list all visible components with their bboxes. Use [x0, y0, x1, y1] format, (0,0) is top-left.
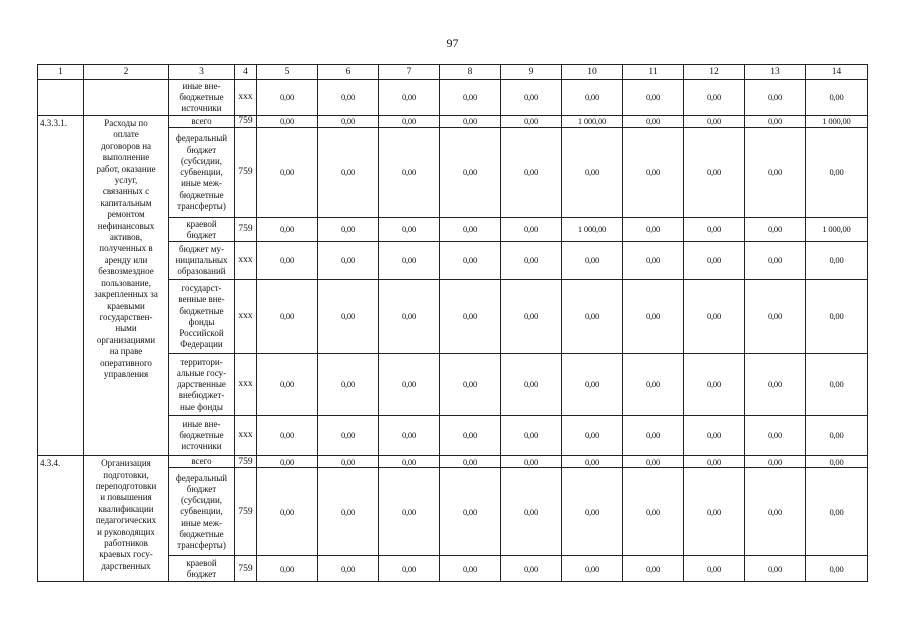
budget-code: 759	[235, 128, 257, 218]
value-cell: 0,00	[745, 116, 806, 128]
budget-code: xxx	[235, 280, 257, 354]
value-cell: 0,00	[806, 80, 868, 116]
value-cell: 0,00	[318, 218, 379, 242]
value-cell: 0,00	[623, 128, 684, 218]
value-cell: 0,00	[806, 468, 868, 556]
value-cell: 0,00	[379, 218, 440, 242]
budget-code: 759	[235, 218, 257, 242]
value-cell: 0,00	[623, 242, 684, 280]
value-cell: 0,00	[440, 128, 501, 218]
value-cell: 0,00	[379, 280, 440, 354]
value-cell: 0,00	[440, 218, 501, 242]
value-cell: 0,00	[379, 456, 440, 468]
header-cell: 1	[38, 65, 84, 80]
value-cell: 0,00	[257, 218, 318, 242]
value-cell: 0,00	[379, 556, 440, 582]
value-cell: 0,00	[318, 556, 379, 582]
value-cell: 0,00	[745, 468, 806, 556]
header-cell: 10	[562, 65, 623, 80]
value-cell: 0,00	[440, 280, 501, 354]
header-cell: 4	[235, 65, 257, 80]
value-cell: 0,00	[501, 280, 562, 354]
value-cell: 0,00	[745, 456, 806, 468]
value-cell: 0,00	[379, 468, 440, 556]
value-cell: 0,00	[806, 416, 868, 456]
value-cell: 0,00	[440, 354, 501, 416]
value-cell: 0,00	[562, 242, 623, 280]
value-cell: 0,00	[257, 556, 318, 582]
value-cell: 0,00	[684, 116, 745, 128]
value-cell: 0,00	[562, 354, 623, 416]
header-cell: 8	[440, 65, 501, 80]
budget-table	[37, 64, 868, 582]
value-cell: 0,00	[623, 456, 684, 468]
group-code: 4.3.4.	[38, 456, 84, 582]
value-cell: 0,00	[257, 456, 318, 468]
value-cell: 0,00	[684, 354, 745, 416]
header-cell: 9	[501, 65, 562, 80]
funding-source: государст- венные вне- бюджетные фонды Российской Федерации	[169, 280, 235, 354]
budget-code: 759	[235, 456, 257, 468]
value-cell: 0,00	[745, 556, 806, 582]
value-cell: 0,00	[257, 128, 318, 218]
value-cell: 0,00	[379, 116, 440, 128]
value-cell: 0,00	[257, 116, 318, 128]
value-cell: 0,00	[379, 80, 440, 116]
value-cell: 0,00	[806, 556, 868, 582]
value-cell: 0,00	[684, 218, 745, 242]
page-number: 97	[446, 36, 459, 50]
value-cell: 0,00	[501, 468, 562, 556]
value-cell: 1 000,00	[806, 218, 868, 242]
value-cell: 0,00	[562, 80, 623, 116]
value-cell: 0,00	[257, 354, 318, 416]
header-cell: 6	[318, 65, 379, 80]
table-row	[38, 80, 868, 116]
value-cell: 0,00	[379, 416, 440, 456]
value-cell: 0,00	[562, 468, 623, 556]
funding-source: иные вне- бюджетные источники	[169, 80, 235, 116]
value-cell: 0,00	[623, 116, 684, 128]
row-code-cell	[38, 80, 84, 116]
value-cell: 0,00	[440, 556, 501, 582]
value-cell: 0,00	[562, 128, 623, 218]
value-cell: 0,00	[562, 280, 623, 354]
header-cell: 14	[806, 65, 868, 80]
value-cell: 0,00	[501, 242, 562, 280]
value-cell: 0,00	[684, 280, 745, 354]
table-row	[38, 456, 868, 468]
value-cell: 0,00	[318, 456, 379, 468]
value-cell: 0,00	[745, 242, 806, 280]
header-cell: 13	[745, 65, 806, 80]
value-cell: 0,00	[623, 354, 684, 416]
group-name: Организация подготовки, переподготовки и повышения квалификации педагогических и руководящих работников краевых госу- дарственных	[84, 456, 169, 582]
group-name: Расходы по оплате договоров на выполнение работ, оказание услуг, связанных с капитальным ремонтом нефинансовых активов, полученных в аренду или безвозмездное пользование, закрепленных за краевыми государствен- ными организациями на праве оперативного управления	[84, 116, 169, 456]
budget-code: xxx	[235, 416, 257, 456]
value-cell: 0,00	[257, 80, 318, 116]
funding-source: бюджет му- ниципальных образований	[169, 242, 235, 280]
value-cell: 0,00	[379, 242, 440, 280]
row-name-cell	[84, 80, 169, 116]
value-cell: 0,00	[684, 556, 745, 582]
value-cell: 0,00	[684, 80, 745, 116]
value-cell: 0,00	[318, 80, 379, 116]
value-cell: 0,00	[623, 280, 684, 354]
value-cell: 0,00	[440, 468, 501, 556]
value-cell: 0,00	[440, 416, 501, 456]
value-cell: 0,00	[623, 80, 684, 116]
value-cell: 0,00	[806, 280, 868, 354]
value-cell: 0,00	[623, 218, 684, 242]
value-cell: 0,00	[684, 242, 745, 280]
group-code: 4.3.3.1.	[38, 116, 84, 456]
value-cell: 0,00	[623, 556, 684, 582]
value-cell: 0,00	[501, 416, 562, 456]
budget-code: 759	[235, 116, 257, 128]
value-cell: 0,00	[318, 242, 379, 280]
value-cell: 0,00	[684, 456, 745, 468]
value-cell: 0,00	[684, 468, 745, 556]
value-cell: 0,00	[257, 280, 318, 354]
funding-source: территори- альные госу- дарственные внебюджет- ные фонды	[169, 354, 235, 416]
budget-code: xxx	[235, 242, 257, 280]
value-cell: 0,00	[501, 128, 562, 218]
value-cell: 0,00	[501, 116, 562, 128]
value-cell: 0,00	[806, 128, 868, 218]
value-cell: 0,00	[440, 242, 501, 280]
value-cell: 0,00	[379, 354, 440, 416]
value-cell: 0,00	[562, 556, 623, 582]
budget-code: xxx	[235, 354, 257, 416]
header-cell: 3	[169, 65, 235, 80]
value-cell: 0,00	[684, 416, 745, 456]
funding-source: краевой бюджет	[169, 218, 235, 242]
value-cell: 0,00	[745, 354, 806, 416]
header-cell: 7	[379, 65, 440, 80]
funding-source: федеральный бюджет (субсидии, субвенции, иные меж- бюджетные трансферты)	[169, 468, 235, 556]
value-cell: 0,00	[318, 468, 379, 556]
value-cell: 0,00	[257, 416, 318, 456]
value-cell: 0,00	[562, 416, 623, 456]
value-cell: 0,00	[501, 354, 562, 416]
value-cell: 0,00	[501, 556, 562, 582]
value-cell: 0,00	[562, 456, 623, 468]
value-cell: 0,00	[806, 242, 868, 280]
value-cell: 0,00	[745, 128, 806, 218]
header-cell: 5	[257, 65, 318, 80]
header-cell: 2	[84, 65, 169, 80]
value-cell: 1 000,00	[806, 116, 868, 128]
funding-source: всего	[169, 116, 235, 128]
value-cell: 0,00	[501, 456, 562, 468]
value-cell: 1 000,00	[562, 218, 623, 242]
value-cell: 0,00	[623, 416, 684, 456]
value-cell: 1 000,00	[562, 116, 623, 128]
value-cell: 0,00	[745, 218, 806, 242]
value-cell: 0,00	[318, 128, 379, 218]
budget-code: 759	[235, 468, 257, 556]
value-cell: 0,00	[745, 416, 806, 456]
value-cell: 0,00	[745, 280, 806, 354]
value-cell: 0,00	[318, 354, 379, 416]
value-cell: 0,00	[745, 80, 806, 116]
value-cell: 0,00	[257, 468, 318, 556]
funding-source: иные вне- бюджетные источники	[169, 416, 235, 456]
value-cell: 0,00	[806, 456, 868, 468]
value-cell: 0,00	[318, 280, 379, 354]
value-cell: 0,00	[501, 218, 562, 242]
funding-source: федеральный бюджет (субсидии, субвенции, иные меж- бюджетные трансферты)	[169, 128, 235, 218]
funding-source: краевой бюджет	[169, 556, 235, 582]
header-row	[38, 65, 868, 80]
budget-code: 759	[235, 556, 257, 582]
value-cell: 0,00	[318, 416, 379, 456]
value-cell: 0,00	[501, 80, 562, 116]
table-row	[38, 116, 868, 128]
value-cell: 0,00	[623, 468, 684, 556]
value-cell: 0,00	[257, 242, 318, 280]
value-cell: 0,00	[684, 128, 745, 218]
value-cell: 0,00	[440, 116, 501, 128]
value-cell: 0,00	[440, 456, 501, 468]
header-cell: 11	[623, 65, 684, 80]
budget-code: xxx	[235, 80, 257, 116]
value-cell: 0,00	[379, 128, 440, 218]
funding-source: всего	[169, 456, 235, 468]
value-cell: 0,00	[318, 116, 379, 128]
value-cell: 0,00	[440, 80, 501, 116]
header-cell: 12	[684, 65, 745, 80]
value-cell: 0,00	[806, 354, 868, 416]
